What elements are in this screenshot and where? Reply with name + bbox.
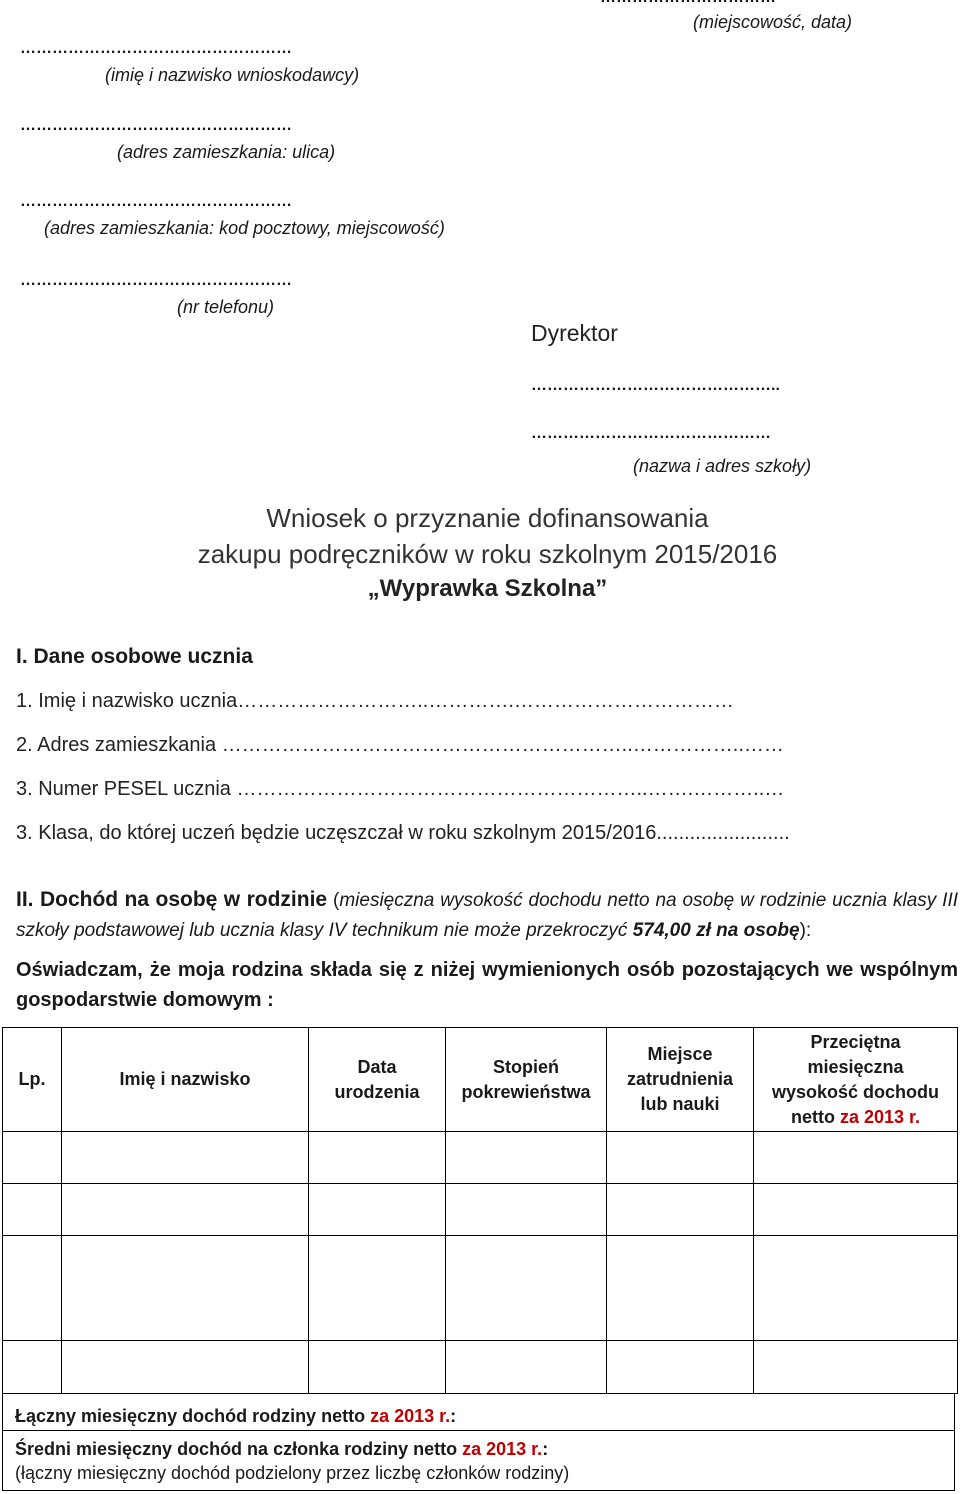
header-relation: Stopień pokrewieństwa [446,1028,607,1132]
table-cell[interactable] [62,1184,309,1236]
table-cell[interactable] [446,1132,607,1184]
table-cell[interactable] [62,1341,309,1394]
income-summary-box [2,1393,955,1491]
table-header-row [3,1028,958,1132]
table-cell[interactable] [309,1132,446,1184]
average-income-colon: : [542,1439,549,1459]
applicant-dots: …………………………………………… [20,40,292,57]
table-cell[interactable] [607,1236,754,1341]
table-cell[interactable] [754,1236,958,1341]
table-cell[interactable] [309,1341,446,1394]
table-row [3,1184,958,1236]
table-cell[interactable] [3,1184,62,1236]
title-line-2: zakupu podręczników w roku szkolnym 2015/2016 [197,539,778,569]
section2-paren-open: ( [327,890,340,911]
table-cell[interactable] [446,1236,607,1341]
section2-income-note: miesięczna wysokość dochodu netto na osobę w rodzinie ucznia klasy III szkoły podstawowej lub ucznia klasy IV technikum nie może przekroczyć [16,890,959,941]
postal-label: (adres zamieszkania: kod pocztowy, miejscowość) [44,218,445,238]
table-cell[interactable] [446,1341,607,1394]
section1-heading: I. Dane osobowe ucznia [16,645,253,668]
header-work: Miejsce zatrudnienia lub nauki [607,1028,754,1132]
place-date-dots [600,0,776,7]
street-dots: …………………………………………… [20,117,292,134]
section2-paren-close: ): [799,920,812,941]
postal-dots: …………………………………………… [20,193,292,210]
table-cell[interactable] [446,1184,607,1236]
average-income-note: (łączny miesięczny dochód podzielony przez liczbę członków rodziny) [15,1463,570,1483]
household-table [2,1027,958,1394]
header-income [754,1028,958,1132]
field-student-name: 1. Imię i nazwisko ucznia………………………..………….…………………………… [16,690,734,712]
table-cell[interactable] [607,1184,754,1236]
total-income-label: Łączny miesięczny dochód rodziny netto [15,1406,366,1426]
addressee: Dyrektor [531,320,618,346]
field-pesel: 3. Numer PESEL ucznia ……………………………………………………..…….………..… [16,778,785,800]
section2-heading: II. Dochód na osobę w rodzinie [16,888,328,911]
table-row [3,1341,958,1394]
table-cell[interactable] [754,1184,958,1236]
table-cell[interactable] [3,1341,62,1394]
title-line-1: Wniosek o przyznanie dofinansowania [266,503,709,533]
summary-divider [3,1430,954,1431]
phone-dots: …………………………………………… [20,272,292,289]
table-cell[interactable] [3,1236,62,1341]
place-date-label: (miejscowość, data) [693,12,853,32]
school-dots-1: ……………………………………….. [531,377,780,394]
table-cell[interactable] [607,1132,754,1184]
table-cell[interactable] [62,1132,309,1184]
table-cell[interactable] [62,1236,309,1341]
table-cell[interactable] [309,1236,446,1341]
table-cell[interactable] [309,1184,446,1236]
table-cell[interactable] [754,1341,958,1394]
average-income-year: za 2013 r. [462,1439,543,1459]
section2-income-limit: 574,00 zł na osobę [632,920,800,941]
header-lp: Lp. [3,1028,62,1132]
table-cell[interactable] [754,1132,958,1184]
school-label: (nazwa i adres szkoły) [633,456,812,476]
field-address: 2. Adres zamieszkania ……………………………………………………..……………..…… [16,734,784,756]
field-class: 3. Klasa, do której uczeń będzie uczęszczał w roku szkolnym 2015/2016........................ [16,822,790,844]
average-income-label: Średni miesięczny dochód na członka rodziny netto [15,1439,458,1459]
household-declaration: Oświadczam, że moja rodzina składa się z niżej wymienionych osób pozostających we wspólnym gospodarstwie domowym : [16,959,958,1011]
section2-intro [16,885,958,946]
table-row [3,1132,958,1184]
phone-label: (nr telefonu) [177,297,275,317]
header-name: Imię i nazwisko [62,1028,309,1132]
street-label: (adres zamieszkania: ulica) [117,142,336,162]
applicant-label: (imię i nazwisko wnioskodawcy) [105,65,360,85]
title-line-3: „Wyprawka Szkolna” [367,575,608,602]
average-income-line[interactable] [15,1439,548,1460]
header-income-label: Przeciętna miesięczna wysokość dochodu netto [771,1031,940,1127]
total-income-line[interactable] [15,1406,456,1427]
table-row [3,1236,958,1341]
header-dob: Data urodzenia [309,1028,446,1132]
total-income-year: za 2013 r. [370,1406,451,1426]
header-income-year: za 2013 r. [839,1106,921,1127]
school-dots-2: ……………………………………… [531,425,771,442]
total-income-colon: : [450,1406,457,1426]
table-cell[interactable] [3,1132,62,1184]
table-cell[interactable] [607,1341,754,1394]
